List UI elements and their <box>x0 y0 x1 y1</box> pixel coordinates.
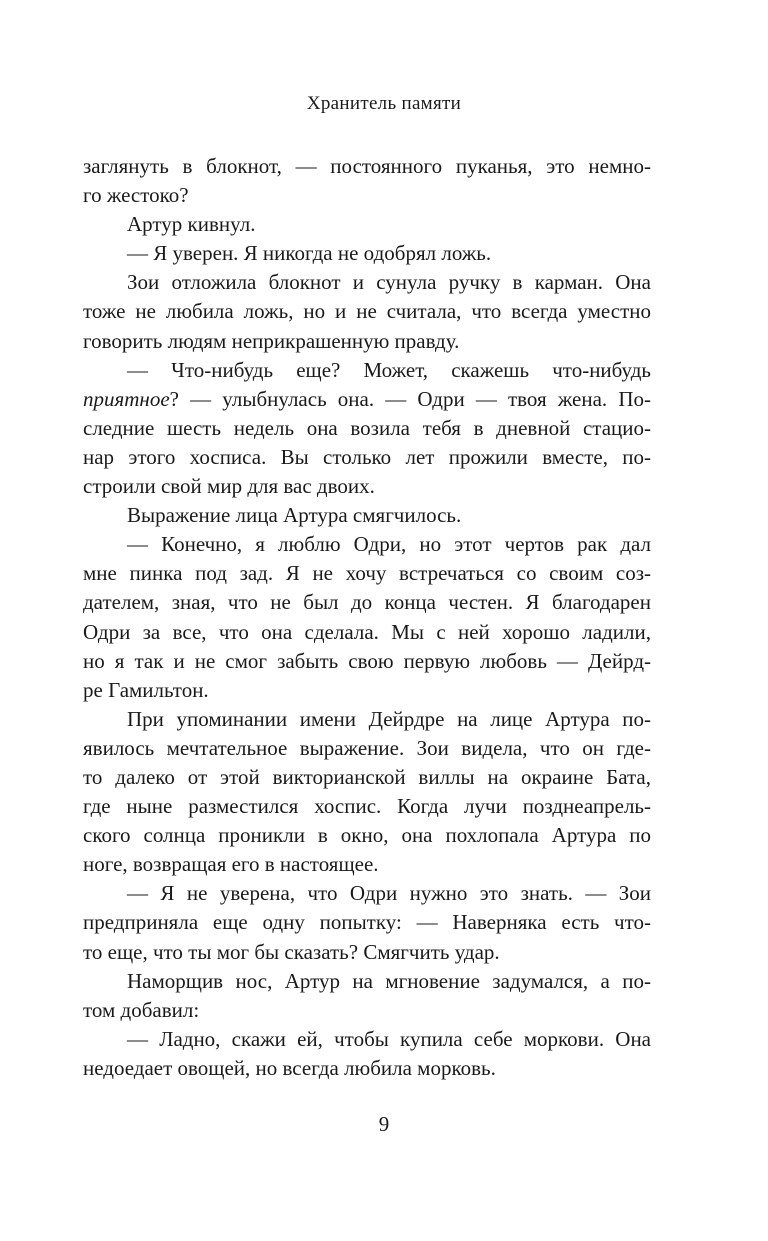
text-line: — Я уверен. Я никогда не одобрял ложь. <box>127 241 492 266</box>
text-line: предприняла еще одну попытку: — Наверняка есть что- <box>83 910 651 935</box>
text-line: ре Гамильтон. <box>83 677 209 702</box>
text-line: — Ладно, скажи ей, чтобы купила себе моркови. Она <box>127 1026 651 1051</box>
text-line: то еще, что ты мог бы сказать? Смягчить удар. <box>83 939 500 964</box>
text-line: дателем, зная, что не был до конца честен. Я благодарен <box>83 590 651 615</box>
text-line: Зои отложила блокнот и сунула ручку в карман. Она <box>127 270 651 295</box>
text-line: то далеко от этой викторианской виллы на окраине Бата, <box>83 764 651 789</box>
text-line: Выражение лица Артура смягчилось. <box>127 503 462 528</box>
line-rest: ? — улыбнулась она. — Одри — твоя жена. По- <box>169 386 651 411</box>
text-line: следние шесть недель она возила тебя в дневной стацио- <box>83 415 651 440</box>
page-number: 9 <box>378 1112 390 1136</box>
text-line: заглянуть в блокнот, — постоянного пуканья, это немно- <box>83 154 651 178</box>
text-line: Наморщив нос, Артур на мгновение задумался, а по- <box>127 968 651 993</box>
body-text <box>83 152 651 1083</box>
text-line: Артур кивнул. <box>127 212 256 237</box>
text-line: — Я не уверена, что Одри нужно это знать. — Зои <box>127 881 651 906</box>
text-line: — Что-нибудь еще? Может, скажешь что-нибудь <box>127 357 651 382</box>
text-line: недоедает овощей, но всегда любила морковь. <box>83 1055 496 1080</box>
text-line: но я так и не смог забыть свою первую любовь — Дейрд- <box>83 648 651 673</box>
text-line: ноге, возвращая его в настоящее. <box>83 852 379 877</box>
text-line: ского солнца проникли в окно, она похлопала Артура по <box>83 823 651 848</box>
text-line: говорить людям неприкрашенную правду. <box>83 328 460 353</box>
text-line: Одри за все, что она сделала. Мы с ней хорошо ладили, <box>83 619 651 644</box>
text-line: где ныне разместился хоспис. Когда лучи позднеапрель- <box>83 794 651 819</box>
text-line: явилось мечтательное выражение. Зои видела, что он где- <box>83 735 651 760</box>
text-line: — Конечно, я люблю Одри, но этот чертов рак дал <box>127 532 651 557</box>
text-line-italic-start <box>83 385 651 414</box>
text-line: тоже не любила ложь, но и не считала, что всегда уместно <box>83 299 651 324</box>
text-line: том добавил: <box>83 997 200 1022</box>
text-line: мне пинка под зад. Я не хочу встречаться со своим соз- <box>83 561 651 586</box>
italic-word: приятное <box>83 386 170 411</box>
text-line: строили свой мир для вас двоих. <box>83 474 375 499</box>
text-line: го жестоко? <box>83 183 189 208</box>
text-line: При упоминании имени Дейрдре на лице Артура по- <box>127 706 651 731</box>
running-head: Хранитель памяти <box>306 93 462 114</box>
text-line: нар этого хосписа. Вы столько лет прожили вместе, по- <box>83 444 651 469</box>
